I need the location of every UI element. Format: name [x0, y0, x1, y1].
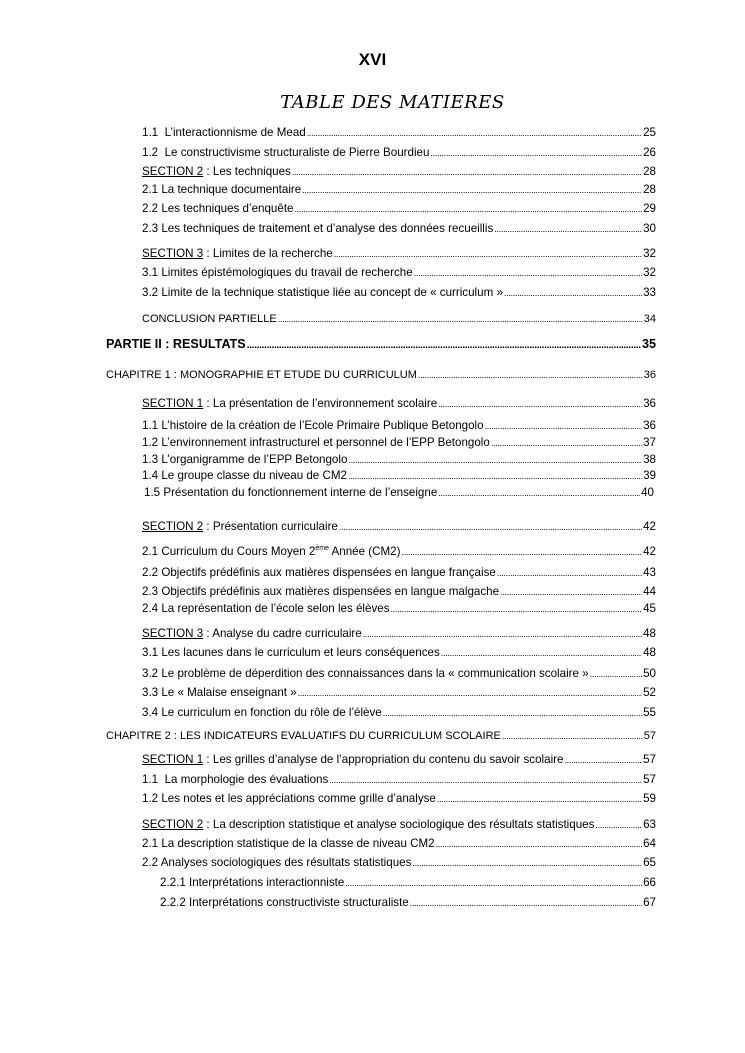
dot-leader: [402, 544, 643, 560]
entry-title: CONCLUSION PARTIELLE: [142, 313, 277, 325]
dot-leader: [497, 565, 642, 581]
toc-entry[interactable]: [142, 519, 656, 535]
toc-entry-chapter[interactable]: [106, 367, 656, 383]
toc-entry[interactable]: [142, 601, 656, 617]
toc-entry[interactable]: [142, 221, 656, 237]
toc-entry[interactable]: [142, 182, 656, 198]
entry-number: 1.1: [142, 773, 159, 786]
entry-page: 63: [643, 818, 656, 831]
dot-leader: [438, 396, 642, 412]
entry-page: 25: [643, 126, 656, 139]
dot-leader: [345, 875, 642, 891]
entry-page: 64: [643, 837, 656, 850]
toc-entry[interactable]: [142, 791, 656, 807]
entry-page: 66: [643, 876, 656, 889]
dot-leader: [412, 855, 642, 871]
entry-title: 2.2.2 Interprétations constructiviste structuraliste: [160, 896, 409, 909]
entry-page: 65: [643, 856, 656, 869]
entry-page: 59: [643, 792, 656, 805]
entry-page: 34: [643, 313, 656, 325]
toc-entry[interactable]: [142, 396, 656, 412]
toc-entry[interactable]: [142, 145, 656, 161]
entry-title: 2.2 Objectifs prédéfinis aux matières dispensées en langue française: [142, 566, 496, 579]
entry-page: 35: [641, 337, 656, 351]
section-label: SECTION 2: [142, 165, 204, 178]
dot-leader: [294, 201, 642, 217]
toc-entry[interactable]: [142, 125, 656, 141]
entry-page: 43: [643, 566, 656, 579]
entry-title: 2.1 La technique documentaire: [142, 183, 302, 196]
entry-page: 32: [643, 266, 656, 279]
dot-leader: [438, 485, 640, 501]
toc-entry[interactable]: [142, 685, 656, 701]
dot-leader: [494, 221, 642, 237]
toc-entry[interactable]: [142, 584, 656, 600]
entry-page: 29: [643, 202, 656, 215]
section-label: SECTION 3: [142, 247, 204, 260]
toc-entry[interactable]: [142, 855, 656, 871]
entry-title-suffix: Année (CM2): [328, 545, 401, 558]
toc-entry[interactable]: [142, 752, 656, 768]
toc-entry[interactable]: [142, 311, 656, 327]
entry-page: 40: [641, 486, 654, 499]
entry-page: 36: [643, 419, 656, 432]
entry-title: 2.2 Analyses sociologiques des résultats statistiques: [142, 856, 412, 869]
section-label: SECTION 2: [142, 520, 204, 533]
dot-leader: [363, 626, 642, 642]
dot-leader: [383, 705, 642, 721]
toc-entry[interactable]: [142, 418, 656, 434]
entry-page: 26: [643, 146, 656, 159]
entry-title: 3.4 Le curriculum en fonction du rôle de l’élève: [142, 706, 382, 719]
dot-leader: [348, 452, 642, 468]
toc-entry[interactable]: [142, 705, 656, 721]
entry-page: 57: [643, 753, 656, 766]
entry-page: 36: [643, 397, 656, 410]
entry-title: PARTIE II : RESULTATS: [106, 337, 246, 351]
entry-page: 38: [643, 453, 656, 466]
dot-leader: [298, 685, 642, 701]
toc-entry[interactable]: [142, 201, 656, 217]
toc-entry[interactable]: [142, 565, 656, 581]
entry-title: L’interactionnisme de Mead: [164, 126, 306, 139]
entry-title: : La présentation de l’environnement scolaire: [203, 397, 438, 410]
dot-leader: [441, 645, 642, 661]
entry-page: 57: [643, 730, 656, 742]
entry-title: 3.1 Les lacunes dans le curriculum et leurs conséquences: [142, 646, 440, 659]
entry-page: 36: [643, 369, 656, 381]
entry-number: 1.2: [142, 146, 159, 159]
entry-title: : La description statistique et analyse sociologique des résultats statistiques: [203, 818, 595, 831]
dot-leader: [590, 666, 642, 682]
entry-page: 55: [643, 706, 656, 719]
entry-page: 39: [643, 469, 656, 482]
entry-title: 2.3 Les techniques de traitement et d’analyse des données recueillis: [142, 222, 494, 235]
dot-leader: [292, 164, 642, 180]
toc-entry[interactable]: [142, 544, 656, 560]
dot-leader: [348, 468, 642, 484]
entry-page: 28: [643, 183, 656, 196]
toc-entry[interactable]: [142, 468, 656, 484]
entry-page: 44: [643, 585, 656, 598]
toc-title: TABLE DES MATIERES: [280, 92, 505, 113]
toc-entry[interactable]: [142, 817, 656, 833]
toc-entry[interactable]: [142, 435, 656, 451]
entry-title: 1.5 Présentation du fonctionnement interne de l’enseigne: [144, 486, 438, 499]
entry-page: 50: [643, 667, 656, 680]
dot-leader: [334, 246, 642, 262]
section-label: SECTION 1: [142, 397, 204, 410]
entry-page: 67: [643, 896, 656, 909]
toc-entry[interactable]: [142, 246, 656, 262]
entry-title: 1.1 L’histoire de la création de l’Ecole Primaire Publique Betongolo: [142, 419, 484, 432]
toc-entry[interactable]: [142, 626, 656, 642]
entry-page: 48: [643, 646, 656, 659]
dot-leader: [436, 836, 643, 852]
entry-title: 3.1 Limites épistémologiques du travail de recherche: [142, 266, 413, 279]
dot-leader: [485, 418, 643, 434]
page-number: XVI: [358, 50, 387, 69]
toc-entry[interactable]: [142, 265, 656, 281]
entry-number: 1.1: [142, 126, 159, 139]
entry-title: 3.3 Le « Malaise enseignant »: [142, 686, 297, 699]
entry-title: 3.2 Limite de la technique statistique liée au concept de « curriculum »: [142, 286, 503, 299]
toc-entry-chapter[interactable]: [106, 728, 656, 744]
entry-title: 2.4 La représentation de l’école selon les élèves: [142, 602, 390, 615]
entry-title: 1.4 Le groupe classe du niveau de CM2: [142, 469, 347, 482]
dot-leader: [329, 772, 642, 788]
entry-title: : Présentation curriculaire: [203, 520, 338, 533]
toc-entry[interactable]: [144, 485, 654, 501]
toc-entry[interactable]: [142, 285, 656, 301]
entry-page: 42: [643, 545, 656, 558]
toc-entry[interactable]: [160, 895, 656, 911]
entry-title: CHAPITRE 2 : LES INDICATEURS EVALUATIFS DU CURRICULUM SCOLAIRE: [106, 730, 501, 742]
entry-page: 28: [643, 165, 656, 178]
entry-title: 1.2 L’environnement infrastructurel et personnel de l’EPP Betongolo: [142, 436, 490, 449]
entry-title: La morphologie des évaluations: [164, 773, 329, 786]
entry-page: 57: [643, 773, 656, 786]
dot-leader: [564, 752, 642, 768]
entry-title: CHAPITRE 1 : MONOGRAPHIE ET ETUDE DU CURRICULUM: [106, 369, 417, 381]
dot-leader: [437, 791, 642, 807]
section-label: SECTION 3: [142, 627, 204, 640]
dot-leader: [504, 285, 642, 301]
toc-entry[interactable]: [160, 875, 656, 891]
entry-title: 2.1 La description statistique de la classe de niveau CM2: [142, 837, 435, 850]
entry-title: 1.2 Les notes et les appréciations comme grille d’analyse: [142, 792, 436, 805]
dot-leader: [278, 311, 643, 327]
entry-title: 1.3 L’organigramme de l’EPP Betongolo: [142, 453, 348, 466]
entry-title: 2.1 Curriculum du Cours Moyen 2: [142, 545, 316, 558]
toc-entry[interactable]: [142, 666, 656, 682]
dot-leader: [500, 584, 642, 600]
entry-title: 3.2 Le problème de déperdition des connaissances dans la « communication scolaire »: [142, 667, 589, 680]
toc-entry[interactable]: [142, 772, 656, 788]
entry-page: 42: [643, 520, 656, 533]
entry-page: 30: [643, 222, 656, 235]
entry-title: 2.3 Objectifs prédéfinis aux matières dispensées en langue malgache: [142, 585, 500, 598]
entry-title: Le constructivisme structuraliste de Pierre Bourdieu: [164, 146, 430, 159]
section-label: SECTION 1: [142, 753, 204, 766]
entry-title: : Analyse du cadre curriculaire: [203, 627, 362, 640]
entry-page: 33: [643, 286, 656, 299]
dot-leader: [307, 125, 642, 141]
entry-page: 32: [643, 247, 656, 260]
dot-leader: [430, 145, 642, 161]
toc-entry[interactable]: [142, 164, 656, 180]
entry-title: 2.2 Les techniques d’enquête: [142, 202, 294, 215]
entry-title: : Les techniques: [203, 165, 291, 178]
entry-title: 2.2.1 Interprétations interactionniste: [160, 876, 345, 889]
dot-leader: [339, 519, 642, 535]
dot-leader: [595, 817, 642, 833]
toc-entry[interactable]: [142, 836, 656, 852]
dot-leader: [414, 265, 642, 281]
entry-page: 52: [643, 686, 656, 699]
dot-leader: [247, 338, 641, 354]
entry-title: : Limites de la recherche: [203, 247, 333, 260]
dot-leader: [391, 601, 643, 617]
toc-entry-part[interactable]: [106, 336, 656, 352]
dot-leader: [502, 728, 643, 744]
dot-leader: [418, 367, 643, 383]
entry-title: : Les grilles d’analyse de l’appropriation du contenu du savoir scolaire: [203, 753, 564, 766]
toc-entry[interactable]: [142, 452, 656, 468]
dot-leader: [491, 435, 642, 451]
superscript: ème: [315, 545, 329, 553]
section-label: SECTION 2: [142, 818, 204, 831]
entry-page: 37: [643, 436, 656, 449]
entry-page: 45: [643, 602, 656, 615]
toc-entry[interactable]: [142, 645, 656, 661]
dot-leader: [410, 895, 642, 911]
dot-leader: [302, 182, 642, 198]
entry-page: 48: [643, 627, 656, 640]
